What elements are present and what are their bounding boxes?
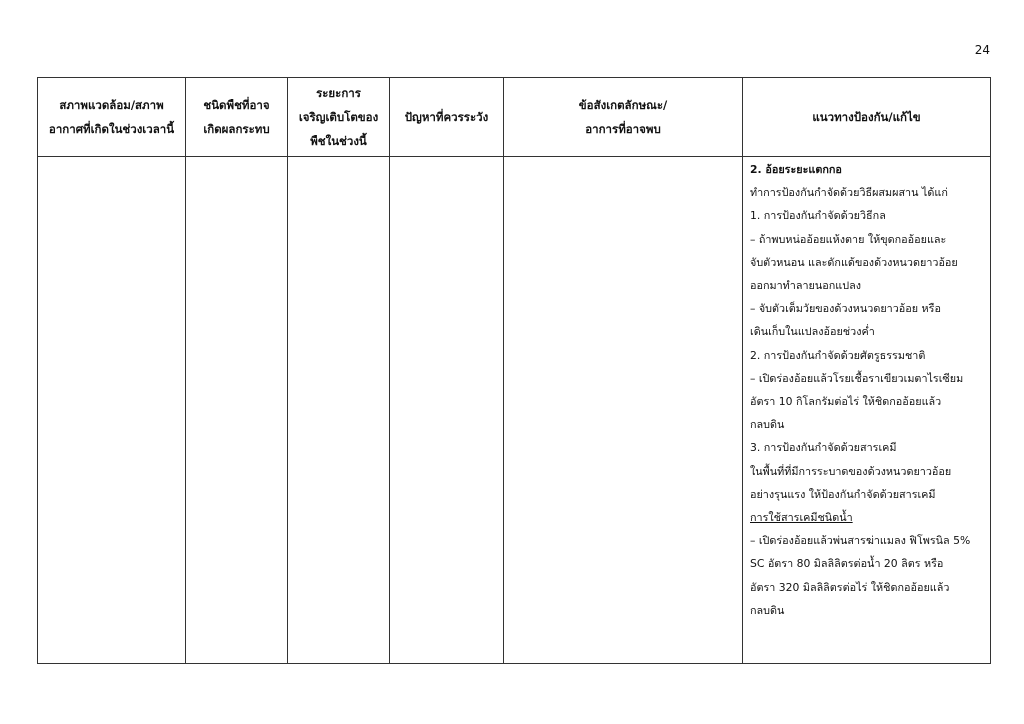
guidance-subheading bbox=[750, 506, 984, 529]
guidance-line: 2. การป้องกันกำจัดด้วยศัตรูธรรมชาติ bbox=[750, 348, 926, 362]
header-line: พืชในช่วงนี้ bbox=[310, 134, 367, 148]
cell-prevention bbox=[743, 157, 991, 664]
guidance-line: กลบดิน bbox=[750, 603, 785, 617]
header-prevention bbox=[743, 78, 991, 157]
guidance-line: ออกมาทำลายนอกแปลง bbox=[750, 279, 861, 293]
header-line: เจริญเติบโตของ bbox=[298, 110, 379, 124]
guidance-line: – จับตัวเต็มวัยของด้วงหนวดยาวอ้อย หรือ bbox=[750, 302, 941, 316]
guidance-line: – เปิดร่องอ้อยแล้วพ่นสารฆ่าแมลง ฟิโพรนิล 5% bbox=[750, 534, 971, 548]
guidance-line: อัตรา 320 มิลลิลิตรต่อไร่ ให้ชิดกออ้อยแล้ว bbox=[750, 580, 950, 594]
pest-guidance-table bbox=[37, 77, 991, 664]
header-growth-stage bbox=[288, 78, 390, 157]
guidance-line: กลบดิน bbox=[750, 418, 785, 432]
header-line: ระยะการ bbox=[316, 86, 361, 100]
header-line: อากาศที่เกิดในช่วงเวลานี้ bbox=[48, 122, 175, 136]
cell-growth-stage bbox=[288, 157, 390, 664]
guidance-line: อัตรา 10 กิโลกรัมต่อไร่ ให้ชิดกออ้อยแล้ว bbox=[750, 395, 942, 409]
header-line: อาการที่อาจพบ bbox=[585, 122, 661, 136]
guidance-heading: 2. อ้อยระยะแตกกอ bbox=[750, 163, 842, 176]
guidance-line: – ถ้าพบหน่ออ้อยแห้งตาย ให้ขุดกออ้อยและ bbox=[750, 232, 947, 246]
guidance-line: เดินเก็บในแปลงอ้อยช่วงค่ำ bbox=[750, 325, 875, 339]
header-symptoms bbox=[504, 78, 743, 157]
header-problems bbox=[390, 78, 504, 157]
guidance-line: ทำการป้องกันกำจัดด้วยวิธีผสมผสาน ได้แก่ bbox=[750, 186, 948, 200]
header-line: สภาพแวดล้อม/สภาพ bbox=[59, 98, 164, 112]
guidance-line: 3. การป้องกันกำจัดด้วยสารเคมี bbox=[750, 441, 897, 455]
guidance-line: – เปิดร่องอ้อยแล้วโรยเชื้อราเขียวเมตาไรเซียม bbox=[750, 371, 964, 385]
guidance-line: อย่างรุนแรง ให้ป้องกันกำจัดด้วยสารเคมี bbox=[750, 487, 936, 501]
guidance-line: 1. การป้องกันกำจัดด้วยวิธีกล bbox=[750, 209, 886, 223]
cell-environment bbox=[38, 157, 186, 664]
cell-symptoms bbox=[504, 157, 743, 664]
header-line: ปัญหาที่ควรระวัง bbox=[404, 110, 489, 124]
underlined-text: การใช้สารเคมีชนิดน้ำ bbox=[750, 511, 853, 525]
header-line: ข้อสังเกตลักษณะ/ bbox=[578, 98, 668, 112]
page-number: 24 bbox=[974, 43, 990, 57]
guidance-line: SC อัตรา 80 มิลลิลิตรต่อน้ำ 20 ลิตร หรือ bbox=[750, 557, 944, 571]
guidance-line: ในพื้นที่ที่มีการระบาดของด้วงหนวดยาวอ้อย bbox=[750, 464, 952, 478]
header-affected-crops bbox=[186, 78, 288, 157]
header-environment bbox=[38, 78, 186, 157]
header-row bbox=[38, 78, 991, 157]
header-line: แนวทางป้องกัน/แก้ไข bbox=[812, 110, 921, 124]
header-line: ชนิดพืชที่อาจ bbox=[203, 98, 270, 112]
prevention-text bbox=[743, 157, 990, 622]
header-line: เกิดผลกระทบ bbox=[203, 122, 270, 136]
guidance-line: จับตัวหนอน และดักแด้ของด้วงหนวดยาวอ้อย bbox=[750, 255, 958, 269]
cell-problems bbox=[390, 157, 504, 664]
cell-affected-crops bbox=[186, 157, 288, 664]
table-row bbox=[38, 157, 991, 664]
